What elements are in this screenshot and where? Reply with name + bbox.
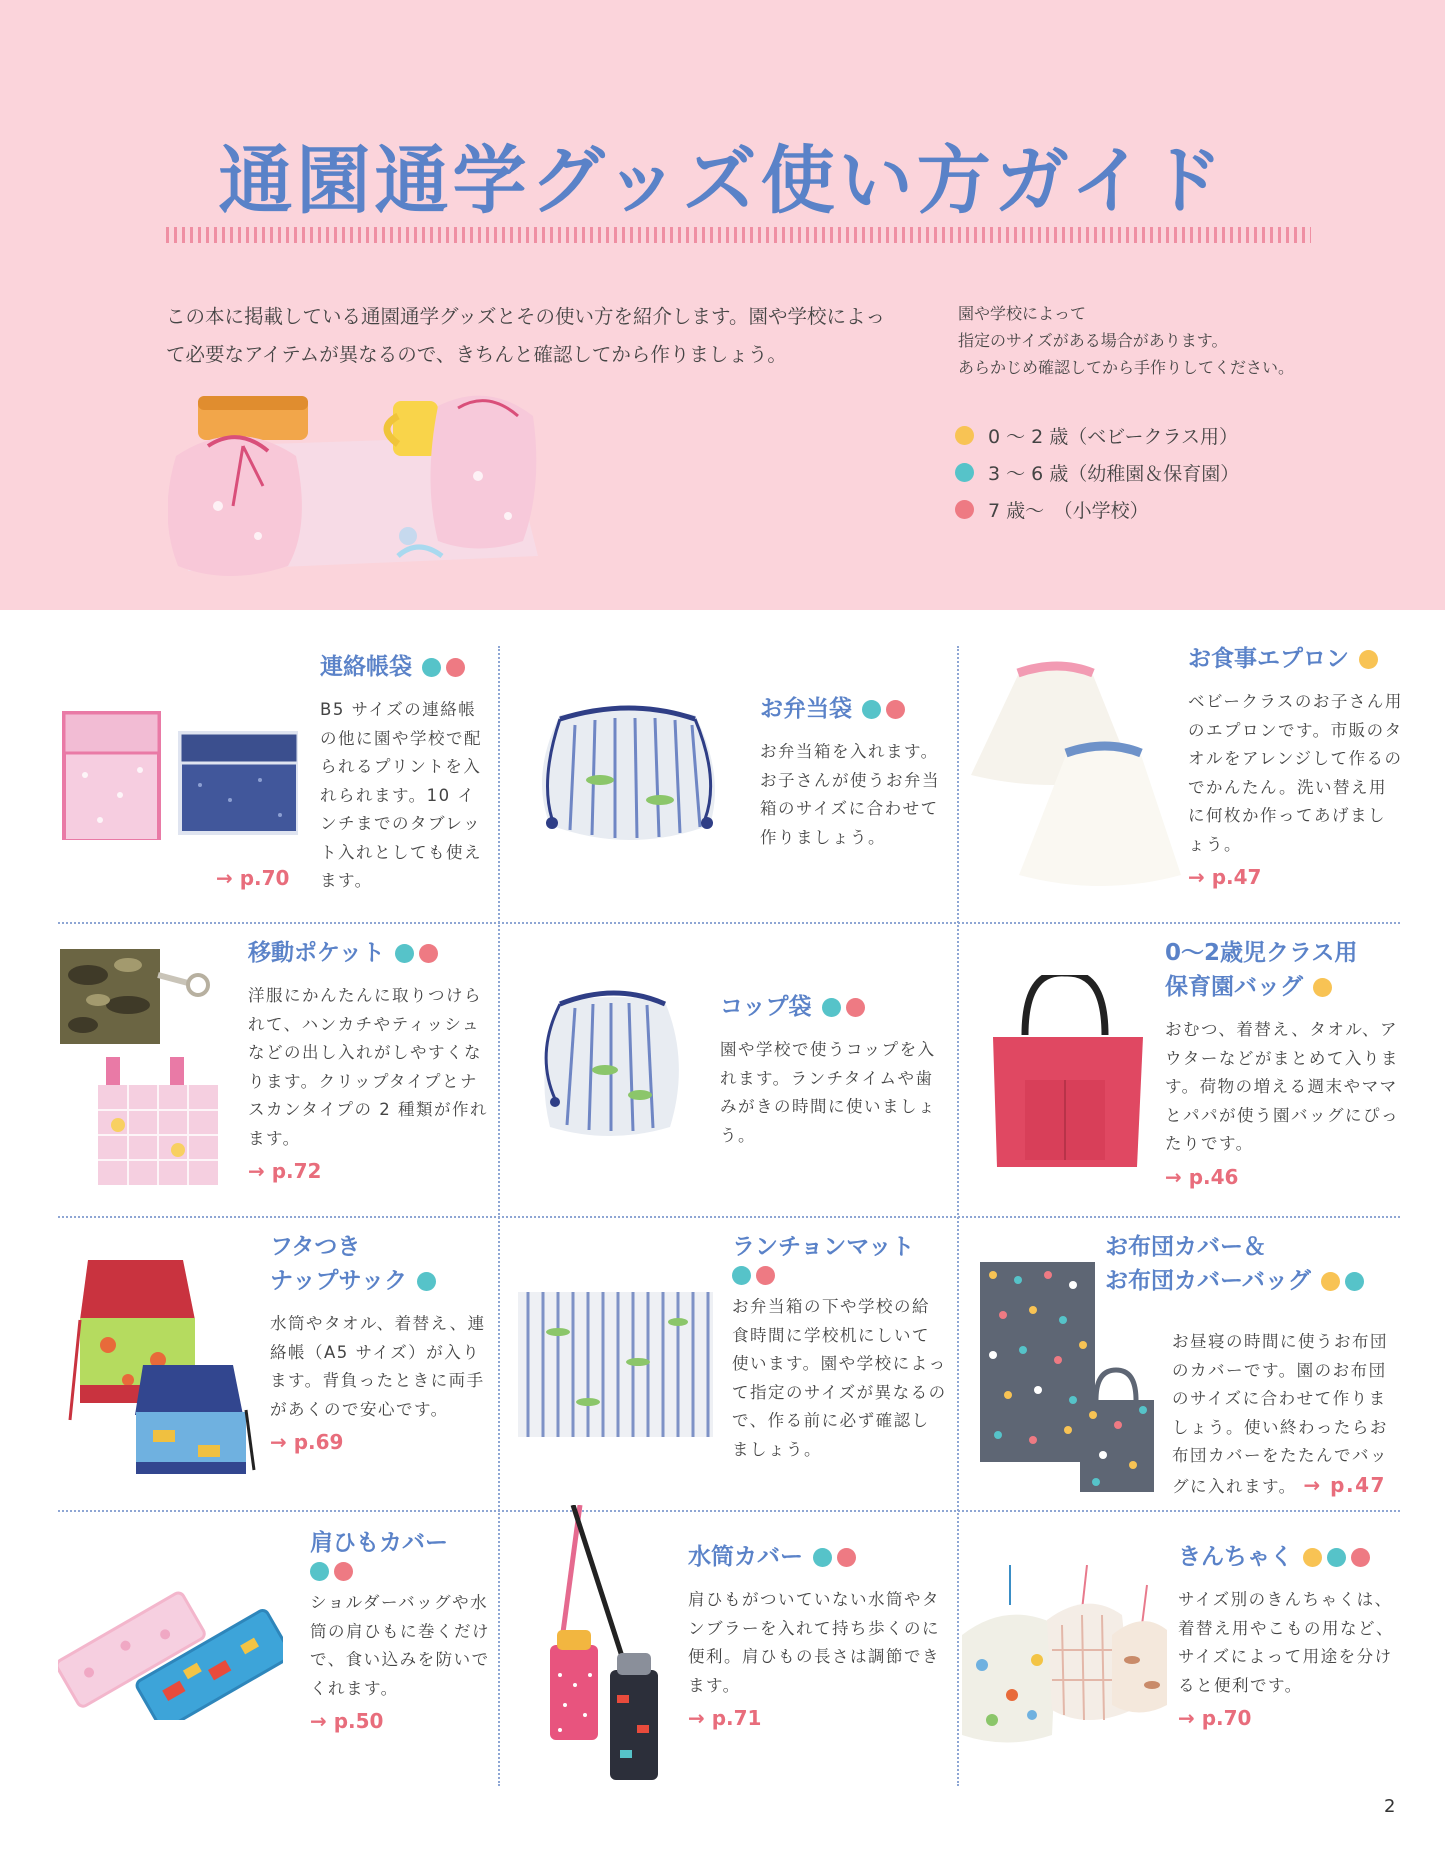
size-note — [958, 300, 1358, 381]
item-title: コップ袋 — [720, 990, 945, 1024]
size-note-line: 指定のサイズがある場合があります。 — [958, 331, 1228, 350]
item-description: 肩ひもがついていない水筒やタンブラーを入れて持ち歩くのに便利。肩ひもの長さは調節できます。 — [688, 1590, 940, 1695]
item-cup-bag — [720, 990, 945, 1150]
item-title: 保育園バッグ — [1165, 970, 1405, 1004]
legend-label: 0 ～ 2 歳（ベビークラス用） — [988, 426, 1238, 448]
item-description: お弁当箱を入れます。お子さんが使うお弁当箱のサイズに合わせて作りましょう。 — [760, 742, 940, 847]
pink-dot-icon — [419, 944, 438, 963]
teal-dot-icon — [862, 700, 881, 719]
item-notebook-bag — [320, 650, 490, 896]
age-dots — [395, 944, 438, 963]
item-title: お弁当袋 — [760, 692, 945, 726]
item-lunch-bag — [760, 692, 945, 852]
shoulder-strap-cover-photo — [58, 1570, 283, 1720]
nursery-bag-photo — [985, 975, 1145, 1170]
item-title: ランチョンマット — [732, 1234, 915, 1260]
portable-pocket-photo — [58, 945, 238, 1190]
legend-item-baby — [955, 417, 1239, 454]
size-note-line: あらかじめ確認してから手作りしてください。 — [958, 358, 1295, 377]
item-title: 水筒カバー — [688, 1540, 943, 1574]
item-bottle-cover — [688, 1540, 943, 1730]
teal-dot-icon — [422, 658, 441, 677]
age-dots — [1321, 1272, 1364, 1291]
page-link-drawstring-pouch[interactable]: → p.70 — [1178, 1706, 1252, 1730]
age-dots — [822, 998, 865, 1017]
item-futon-cover-desc — [1172, 1316, 1402, 1501]
row-divider — [58, 1510, 1400, 1512]
age-dots — [310, 1562, 490, 1581]
teal-dot-icon — [1327, 1548, 1346, 1567]
cup-bag-photo — [535, 990, 685, 1140]
teal-dot-icon — [955, 463, 974, 482]
notebook-bag-photo — [60, 705, 298, 840]
teal-dot-icon — [310, 1562, 329, 1581]
item-title: お食事エプロン — [1188, 642, 1403, 676]
lunch-mat-photo — [518, 1292, 713, 1437]
item-knapsack — [270, 1230, 490, 1454]
item-description: 園や学校で使うコップを入れます。ランチタイムや歯みがきの時間に使いましょう。 — [720, 1040, 936, 1145]
item-title: 移動ポケット — [248, 936, 488, 970]
pink-dot-icon — [446, 658, 465, 677]
age-dots — [862, 700, 905, 719]
legend-label: 3 ～ 6 歳（幼稚園＆保育園） — [988, 463, 1240, 485]
age-dots — [813, 1548, 856, 1567]
page-link-futon-cover[interactable]: → p.47 — [1303, 1472, 1386, 1497]
teal-dot-icon — [813, 1548, 832, 1567]
legend-item-school — [955, 491, 1239, 528]
meal-apron-photo — [966, 655, 1181, 895]
item-portable-pocket — [248, 936, 488, 1183]
item-nursery-bag — [1165, 936, 1405, 1189]
teal-dot-icon — [732, 1266, 751, 1285]
page-link-portable-pocket[interactable]: → p.72 — [248, 1159, 322, 1183]
pink-dot-icon — [334, 1562, 353, 1581]
item-description: サイズ別のきんちゃくは、着替え用やこもの用など、サイズによって用途を分けると便利です。 — [1178, 1590, 1394, 1695]
teal-dot-icon — [395, 944, 414, 963]
age-legend — [955, 417, 1239, 528]
pink-dot-icon — [955, 500, 974, 519]
legend-item-kinder — [955, 454, 1239, 491]
item-futon-cover — [1105, 1230, 1405, 1298]
age-dots — [1303, 1548, 1370, 1567]
age-dots — [417, 1272, 436, 1291]
item-title: ナップサック — [270, 1264, 490, 1298]
item-description: お弁当箱の下や学校の給食時間に学校机にしいて使います。園や学校によって指定のサイズが異なるので、作る前に必ず確認しましょう。 — [732, 1297, 947, 1459]
age-dots — [1359, 650, 1378, 669]
yellow-dot-icon — [1313, 978, 1332, 997]
item-description: 水筒やタオル、着替え、連絡帳（A5 サイズ）が入ります。背負ったときに両手があくので安心です。 — [270, 1314, 486, 1419]
item-title: フタつき — [270, 1234, 361, 1260]
teal-dot-icon — [822, 998, 841, 1017]
intro-text: この本に掲載している通園通学グッズとその使い方を紹介します。園や学校によって必要なアイテムが異なるので、きちんと確認してから作りましょう。 — [166, 305, 885, 366]
page-title: 通園通学グッズ使い方ガイド — [218, 138, 1227, 224]
row-divider — [58, 1216, 1400, 1218]
item-description: B5 サイズの連絡帳の他に園や学校で配られるプリントを入れられます。10 インチまでのタブレット入れとしても使えます。 — [320, 700, 482, 890]
page-link-notebook-bag[interactable]: → p.70 — [216, 866, 290, 890]
pink-dot-icon — [756, 1266, 775, 1285]
item-description: お昼寝の時間に使うお布団のカバーです。園のお布団のサイズに合わせて作りましょう。使い終わったらお布団カバーをたたんでバッグに入れます。 → p.47 — [1172, 1332, 1388, 1497]
age-dots — [1313, 978, 1332, 997]
item-description: おむつ、着替え、タオル、アウターなどがまとめて入ります。荷物の増える週末やママとパパが使う園バッグにぴったりです。 — [1165, 1020, 1399, 1153]
teal-dot-icon — [1345, 1272, 1364, 1291]
age-dots — [422, 658, 465, 677]
item-title: きんちゃく — [1178, 1540, 1406, 1574]
row-divider — [58, 922, 1400, 924]
page-link-meal-apron[interactable]: → p.47 — [1188, 865, 1262, 889]
age-dots — [732, 1266, 947, 1285]
item-description: ベビークラスのお子さん用のエプロンです。市販のタオルをアレンジして作るのでかんたん。洗い替え用に何枚か作ってあげましょう。 — [1188, 692, 1403, 854]
item-meal-apron — [1188, 642, 1403, 889]
yellow-dot-icon — [1321, 1272, 1340, 1291]
legend-label: 7 歳～ （小学校） — [988, 500, 1149, 522]
item-title: お布団カバーバッグ — [1105, 1264, 1405, 1298]
yellow-dot-icon — [1303, 1548, 1322, 1567]
pink-dot-icon — [1351, 1548, 1370, 1567]
bento-set-photo — [168, 386, 538, 576]
knapsack-photo — [68, 1250, 258, 1475]
page-link-nursery-bag[interactable]: → p.46 — [1165, 1164, 1239, 1189]
title-divider — [166, 227, 1311, 243]
item-description: ショルダーバッグや水筒の肩ひもに巻くだけで、食い込みを防いでくれます。 — [310, 1593, 490, 1698]
item-title: 肩ひもカバー — [310, 1530, 448, 1556]
item-lunch-mat — [732, 1230, 947, 1464]
item-title: 0～2歳児クラス用 — [1165, 940, 1358, 966]
yellow-dot-icon — [1359, 650, 1378, 669]
pink-dot-icon — [846, 998, 865, 1017]
bottle-cover-photo — [545, 1505, 665, 1785]
page-link-bottle-cover[interactable]: → p.71 — [688, 1706, 762, 1730]
drawstring-pouch-photo — [952, 1565, 1167, 1750]
item-description: 洋服にかんたんに取りつけられて、ハンカチやティッシュなどの出し入れがしやすくなります。クリップタイプとナスカンタイプの 2 種類が作れます。 — [248, 986, 489, 1148]
item-drawstring-pouch — [1178, 1540, 1406, 1730]
page-number: 2 — [1384, 1796, 1396, 1817]
size-note-line: 園や学校によって — [958, 304, 1087, 323]
item-title: 連絡帳袋 — [320, 650, 490, 684]
pink-dot-icon — [886, 700, 905, 719]
lunch-bag-photo — [520, 705, 735, 850]
item-title: お布団カバー＆ — [1105, 1234, 1266, 1260]
page-link-shoulder-strap-cover[interactable]: → p.50 — [310, 1709, 384, 1733]
teal-dot-icon — [417, 1272, 436, 1291]
page-link-knapsack[interactable]: → p.69 — [270, 1430, 344, 1454]
pink-dot-icon — [837, 1548, 856, 1567]
yellow-dot-icon — [955, 426, 974, 445]
item-shoulder-strap-cover — [310, 1526, 490, 1733]
